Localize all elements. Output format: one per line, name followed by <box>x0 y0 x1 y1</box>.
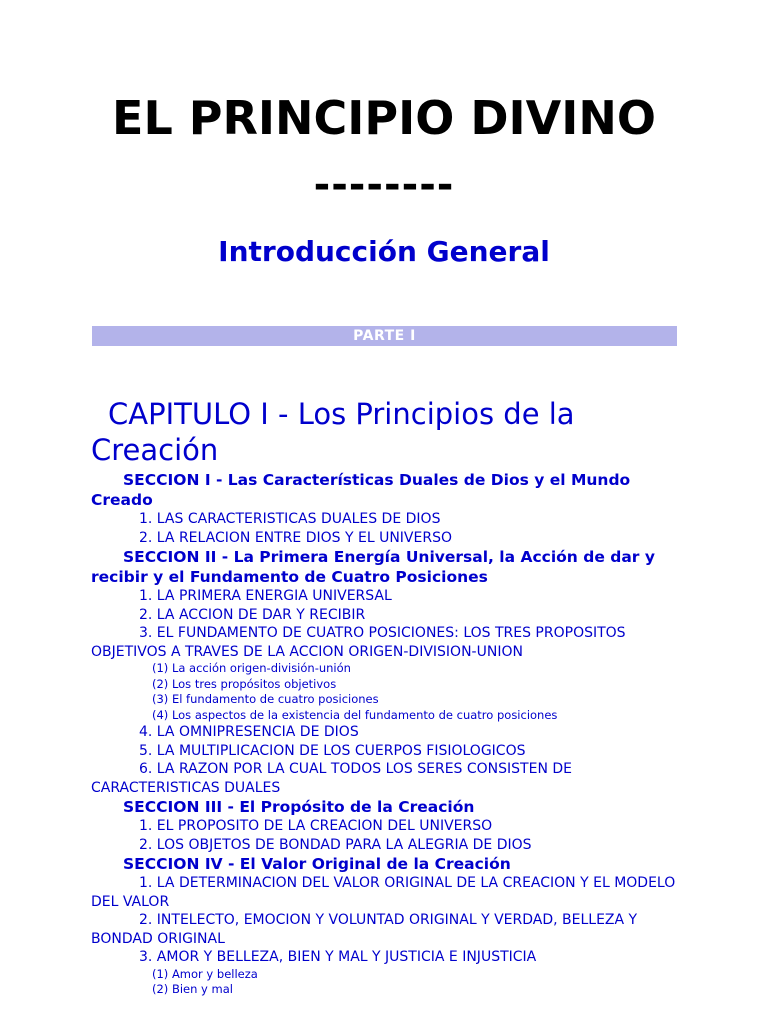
toc-item[interactable]: 3. AMOR Y BELLEZA, BIEN Y MAL Y JUSTICIA E INJUSTICIA <box>139 949 537 965</box>
toc-item[interactable]: 3. EL FUNDAMENTO DE CUATRO POSICIONES: LOS TRES PROPOSITOS OBJETIVOS A TRAVES DE LA ACCION ORIGEN-DIVISION-UNION <box>91 625 626 660</box>
toc-subitem[interactable]: (1) La acción origen-división-unión <box>152 661 351 675</box>
toc-item[interactable]: 2. LOS OBJETOS DE BONDAD PARA LA ALEGRIA DE DIOS <box>139 836 532 853</box>
toc-subitem[interactable]: (2) Los tres propósitos objetivos <box>152 676 337 691</box>
table-of-contents <box>91 396 681 998</box>
toc-item[interactable]: 1. LA PRIMERA ENERGIA UNIVERSAL <box>139 588 392 604</box>
toc-section-2[interactable]: SECCION II - La Primera Energía Universal, la Acción de dar y recibir y el Fundamento de Cuatro Posiciones <box>91 548 655 586</box>
toc-subitem[interactable]: (4) Los aspectos de la existencia del fundamento de cuatro posiciones <box>152 707 558 722</box>
toc-section-4[interactable]: SECCION IV - El Valor Original de la Creación <box>123 855 511 873</box>
toc-subitem[interactable]: (1) Amor y belleza <box>152 966 258 981</box>
toc-item[interactable]: 6. LA RAZON POR LA CUAL TODOS LOS SERES CONSISTEN DE CARACTERISTICAS DUALES <box>91 761 572 796</box>
toc-subitem[interactable]: (3) El fundamento de cuatro posiciones <box>152 692 379 706</box>
title-separator: -------- <box>313 162 455 208</box>
toc-item[interactable]: 2. LA RELACION ENTRE DIOS Y EL UNIVERSO <box>139 529 452 546</box>
chapter-title: CAPITULO I - Los Principios de la Creación <box>91 397 575 467</box>
toc-section-1[interactable]: SECCION I - Las Características Duales de Dios y el Mundo Creado <box>91 471 631 509</box>
toc-item[interactable]: 1. LAS CARACTERISTICAS DUALES DE DIOS <box>139 511 441 527</box>
toc-item[interactable]: 1. LA DETERMINACION DEL VALOR ORIGINAL DE LA CREACION Y EL MODELO DEL VALOR <box>91 875 676 910</box>
document-subtitle: Introducción General <box>218 235 550 268</box>
toc-item[interactable]: 5. LA MULTIPLICACION DE LOS CUERPOS FISIOLOGICOS <box>139 742 526 759</box>
toc-subitem[interactable]: (2) Bien y mal <box>152 982 233 996</box>
toc-section-3[interactable]: SECCION III - El Propósito de la Creación <box>123 798 475 816</box>
toc-item[interactable]: 1. EL PROPOSITO DE LA CREACION DEL UNIVERSO <box>139 818 493 834</box>
toc-item[interactable]: 2. INTELECTO, EMOCION Y VOLUNTAD ORIGINAL Y VERDAD, BELLEZA Y BONDAD ORIGINAL <box>91 912 638 947</box>
toc-item[interactable]: 2. LA ACCION DE DAR Y RECIBIR <box>139 606 366 623</box>
part-banner: PARTE I <box>92 326 677 346</box>
document-title: EL PRINCIPIO DIVINO <box>112 91 656 145</box>
toc-item[interactable]: 4. LA OMNIPRESENCIA DE DIOS <box>139 724 359 740</box>
